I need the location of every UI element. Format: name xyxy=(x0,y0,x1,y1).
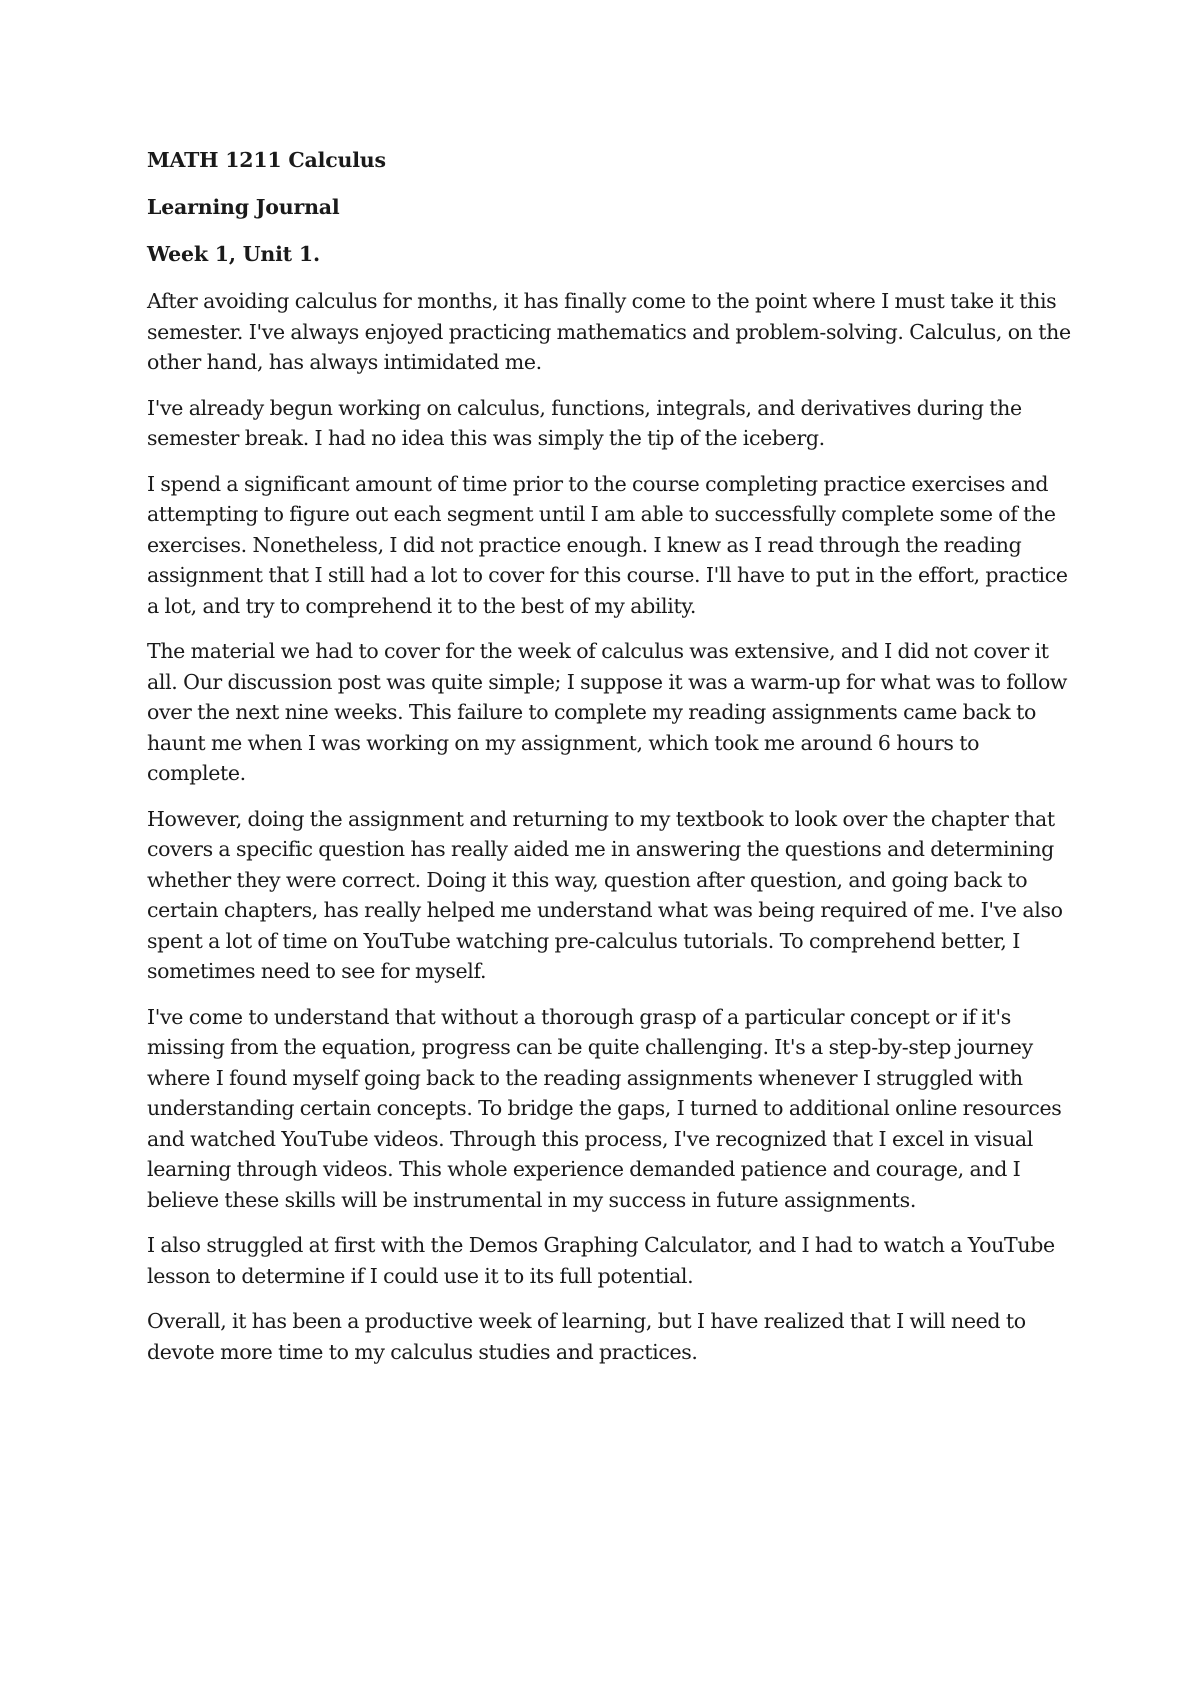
paragraph: Overall, it has been a productive week of learning, but I have realized that I will need to devote more time to my calculus studies and practices. xyxy=(147,1309,1026,1364)
paragraph: I also struggled at first with the Demos Graphing Calculator, and I had to watch a YouTube lesson to determine if I could use it to its full potential. xyxy=(147,1233,1055,1288)
paragraph: I've already begun working on calculus, functions, integrals, and derivatives during the semester break. I had no idea this was simply the tip of the iceberg. xyxy=(147,395,1022,450)
paragraph: I spend a significant amount of time prior to the course completing practice exercises and attempting to figure out each segment until I am able to successfully complete some of the exercises. Nonetheless, I did not practice enough. I knew as I read through the reading assignment that I still had a lot to cover for this course. I'll have to put in the effort, practice a lot, and try to comprehend it to the best of my ability. xyxy=(147,471,1068,618)
journal-title: Learning Journal xyxy=(147,195,340,219)
paragraph: I've come to understand that without a thorough grasp of a particular concept or if it's missing from the equation, progress can be quite challenging. It's a step-by-step journey where I found myself going back to the reading assignments whenever I struggled with understanding certain concepts. To bridge the gaps, I turned to additional online resources and watched YouTube videos. Through this process, I've recognized that I excel in visual learning through videos. This whole experience demanded patience and courage, and I believe these skills will be instrumental in my success in future assignments. xyxy=(147,1004,1062,1212)
paragraph: The material we had to cover for the week of calculus was extensive, and I did not cover it all. Our discussion post was quite simple; I suppose it was a warm-up for what was to follow over the next nine weeks. This failure to complete my reading assignments came back to haunt me when I was working on my assignment, which took me around 6 hours to complete. xyxy=(147,639,1068,785)
paragraph: After avoiding calculus for months, it has finally come to the point where I must take it this semester. I've always enjoyed practicing mathematics and problem-solving. Calculus, on the other hand, has always intimidated me. xyxy=(147,289,1071,374)
paragraph: However, doing the assignment and returning to my textbook to look over the chapter that covers a specific question has really aided me in answering the questions and determining whether they were correct. Doing it this way, question after question, and going back to certain chapters, has really helped me understand what was being required of me. I've also spent a lot of time on YouTube watching pre-calculus tutorials. To comprehend better, I sometimes need to see for myself. xyxy=(147,806,1063,983)
document-body xyxy=(147,145,1072,1382)
course-title: MATH 1211 Calculus xyxy=(147,148,386,172)
week-title: Week 1, Unit 1. xyxy=(147,242,320,266)
